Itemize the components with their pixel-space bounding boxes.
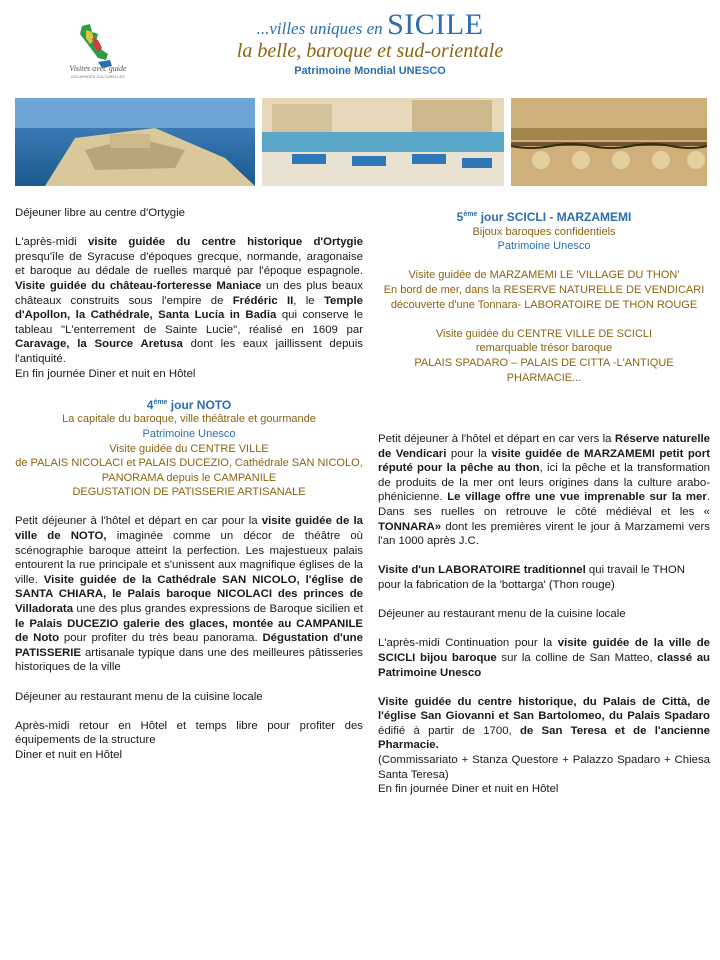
day-suffix: ème [463, 211, 478, 218]
page-subtitle: la belle, baroque et sud-orientale [236, 40, 504, 62]
text: imaginée comme un décor de théâtre où scénographie baroque atteint la perfection. Les majestueux palais entourent la rue principale et s'unissent aux magnifique églises de la ville. [15, 530, 363, 586]
text: , le [293, 294, 324, 307]
text: Petit déjeuner à l'hôtel et départ en car vers la [378, 433, 615, 445]
dinner-scicli: En fin journée Diner et nuit en Hôtel [378, 783, 559, 796]
day5-title [378, 208, 710, 225]
highlight: classé au Patrimoine Unesco [378, 651, 711, 679]
noto-description [15, 514, 363, 675]
highlight: Visite guidée de la Cathédrale SAN NICOLO, l'église de SANTA CHIARA, le Palais baroque NICOLACI des princes de Villadorata [15, 573, 364, 616]
day-title-text: jour NOTO [167, 397, 232, 412]
highlight: Visite guidée du château-forteresse Maniace [15, 279, 262, 292]
laboratory-visit [378, 563, 710, 592]
title-small: ...villes uniques en [256, 19, 383, 38]
historic-centre-visit [378, 695, 710, 753]
highlight: visite guidée de la ville de NOTO, [15, 515, 363, 543]
day4-title [15, 396, 363, 413]
day4-visit: Visite guidée du CENTRE VILLE [109, 442, 269, 455]
text: pour profiter du très beau panorama. [59, 632, 263, 645]
highlight: Frédéric II [232, 294, 294, 307]
scicli-description [378, 636, 710, 680]
text: . Dans ses ruelles on retrouve le côté médiéval et les « [378, 491, 710, 518]
day-number: 5 [456, 210, 464, 224]
highlight: Caravage, la Source Aretusa [15, 338, 183, 351]
text: dont les premières virent le jour à Marzamemi vers l'an 1000 après J.C. [378, 520, 710, 548]
logo-caption: Visites avec guide [69, 64, 127, 73]
highlight: TONNARA» [378, 520, 442, 533]
highlight: visite guidée de MARZAMEMI petit port réputé pour la pêche au thon [378, 447, 710, 475]
highlight: de San Teresa et de l'ancienne Pharmacie. [378, 724, 710, 752]
castle-photo [15, 98, 255, 186]
text: qui travail le THON pour la fabrication de la 'bottarga' (Thon rouge) [378, 564, 685, 591]
day4-unesco: Patrimoine Unesco [142, 427, 236, 440]
lunch-scicli: Déjeuner au restaurant menu de la cuisine locale [378, 608, 626, 621]
evening-ortigia: En fin journée Diner et nuit en Hôtel [15, 367, 196, 380]
day5-tonnara: découverte d'une Tonnara- LABORATOIRE DE THON ROUGE [390, 298, 698, 311]
right-column [378, 208, 710, 385]
text: L'après-midi [15, 236, 88, 249]
day5-tagline: Bijoux baroques confidentiels [472, 225, 616, 238]
text: dont les eaux jaillissent depuis l'antiquité. [15, 338, 363, 365]
highlight: Réserve naturelle de Vendicari [378, 433, 710, 460]
text: un des plus beaux châteaux construits sous l'empire de [15, 279, 363, 307]
ortigia-afternoon [15, 235, 363, 366]
highlight: le Palais DUCEZIO galerie des glaces, montée au CAMPANILE de Noto [15, 617, 363, 645]
day5-palaces: PALAIS SPADARO – PALAIS DE CITTA -L'ANTIQUE PHARMACIE... [414, 356, 674, 384]
day5-treasure: remarquable trésor baroque [475, 342, 613, 355]
visit-details: (Commissariato + Stanza Questore + Palazzo Spadaro + Chiesa Santa Teresa) [378, 754, 710, 781]
free-afternoon: Après-midi retour en Hôtel et temps libre pour profiter des équipements de la structure [15, 719, 363, 747]
highlight: Le village offre une vue imprenable sur la mer [447, 491, 707, 504]
dinner-noto: Diner et nuit en Hôtel [15, 748, 123, 761]
text: sur la colline de San Matteo, [496, 651, 658, 664]
highlight: Visite d'un LABORATOIRE traditionnel [378, 564, 586, 577]
day4-tagline: La capitale du baroque, ville théâtrale et gourmande [62, 413, 316, 426]
left-column [15, 206, 363, 777]
right-column-body [378, 432, 710, 811]
lunch-ortigia: Déjeuner libre au centre d'Ortygie [15, 207, 185, 219]
text: L'après-midi Continuation pour la [378, 637, 558, 650]
text: une des plus grandes expressions de Baroque sicilien et [73, 603, 363, 616]
logo-subcaption: ESCAPADES CULTURELLES [71, 74, 125, 79]
day4-sites: de PALAIS NICOLACI et PALAIS DUCEZIO, Cathédrale SAN NICOLO, PANORAMA depuis le CAMPANILE [15, 457, 363, 484]
text: pour la [446, 447, 492, 460]
day4-tasting: DEGUSTATION DE PATISSERIE ARTISANALE [72, 486, 306, 499]
text: presqu'île de Syracuse d'époques grecque, normande, aragonaise et baroque au dédale de ruelles marqué par l'époque espagnole. [15, 250, 363, 278]
unesco-heading: Patrimoine Mondial UNESCO [294, 65, 446, 77]
day5-vendicari: En bord de mer, dans la RESERVE NATURELLE DE VENDICARI [383, 283, 705, 296]
day5-scicli: Visite guidée du CENTRE VILLE DE SCICLI [435, 327, 653, 340]
highlight: Visite guidée du centre historique, du Palais de Città, de l'église San Giovanni et San Bartolomeo, du Palais Spadaro [378, 695, 710, 723]
day5-unesco: Patrimoine Unesco [497, 240, 591, 253]
text: qui conserve le tableau "L'enterrement de Sainte Lucie", réalisé en 1609 par [15, 309, 364, 336]
text: artisanale typique dans une des meilleures pâtisseries historiques de la ville [15, 646, 363, 674]
harbor-photo [262, 98, 504, 186]
day5-marzamemi: Visite guidée de MARZAMEMI LE 'VILLAGE DU THON' [408, 269, 680, 282]
highlight: Dégustation d'une PATISSERIE [15, 632, 363, 659]
day-number: 4 [146, 397, 154, 412]
page-title [200, 8, 540, 42]
text: , ici la pêche et la transformation de produits de la mer ont leurs origines dans la culture arabo-phénicienne. [378, 462, 710, 504]
day-suffix: ème [153, 398, 168, 406]
highlight: visite guidée du centre historique d'Ortygie [87, 236, 363, 249]
marzamemi-description [378, 432, 710, 549]
title-big: SICILE [387, 8, 484, 41]
highlight: Temple d'Apollon, la Cathédrale, Santa Lucia in Badia [15, 294, 363, 322]
lunch-noto: Déjeuner au restaurant menu de la cuisine locale [15, 690, 263, 703]
text: Petit déjeuner à l'hôtel et départ en car pour la [15, 515, 262, 528]
text: édifié à partir de 1700, [378, 724, 520, 737]
highlight: visite guidée de la ville de SCICLI bijou baroque [378, 637, 710, 664]
day-title-text: jour SCICLI - MARZAMEMI [477, 210, 632, 224]
baroque-balcony-photo [511, 98, 707, 186]
